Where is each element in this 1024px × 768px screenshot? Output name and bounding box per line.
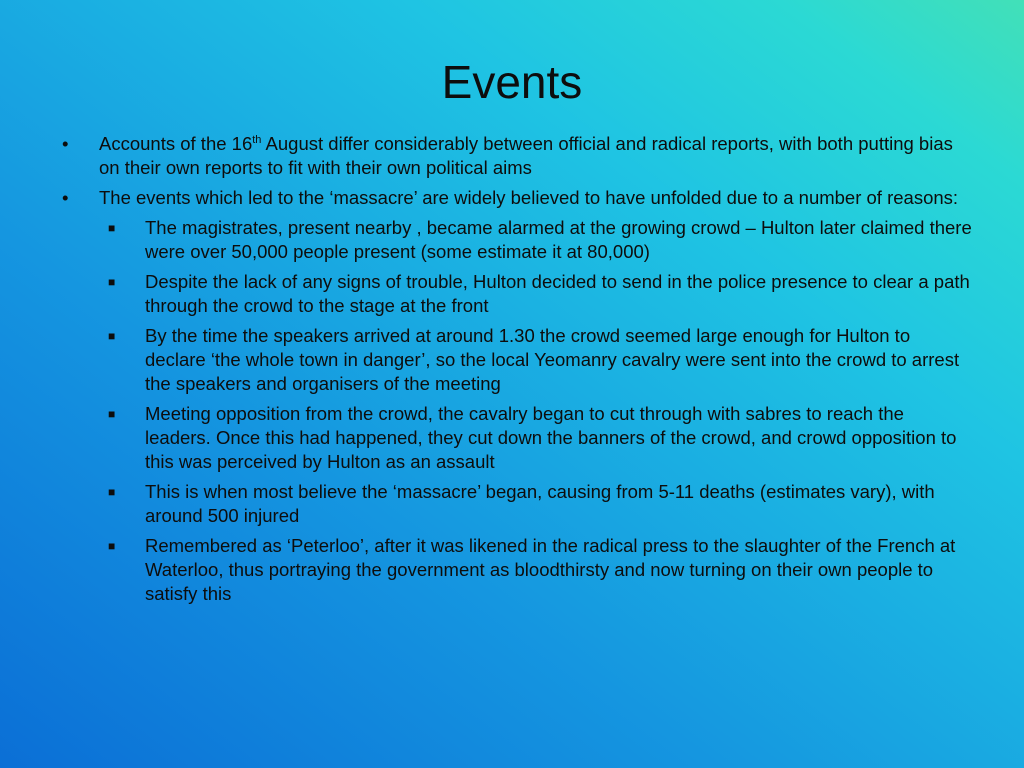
slide-title: Events [441, 56, 583, 108]
square-bullet-icon: ■ [108, 539, 116, 553]
square-bullet-icon: ■ [108, 221, 116, 235]
sub-bullet-list [108, 216, 972, 606]
sub-bullet-item [108, 324, 972, 396]
bullet-list [62, 132, 972, 210]
bullet-item [62, 186, 972, 210]
slide-body [62, 132, 972, 612]
sub-bullet-text: Remembered as ‘Peterloo’, after it was likened in the radical press to the slaughter of the French at Waterloo, thus portraying the government as bloodthirsty and now turning on their own people to satisfy this [145, 535, 956, 604]
sub-bullet-text: Despite the lack of any signs of trouble, Hulton decided to send in the police presence to clear a path through the crowd to the stage at the front [145, 271, 970, 316]
sub-bullet-item [108, 480, 972, 528]
bullet-icon: • [62, 133, 69, 154]
sub-bullet-item [108, 402, 972, 474]
square-bullet-icon: ■ [108, 485, 116, 499]
sub-bullet-text: Meeting opposition from the crowd, the cavalry began to cut through with sabres to reach the leaders. Once this had happened, they cut down the banners of the crowd, and crowd opposition to this was perceived by Hulton as an assault [145, 403, 957, 472]
bullet-text-start: Accounts of the 16 [99, 133, 253, 154]
bullet-icon: • [62, 187, 69, 208]
sub-bullet-text: This is when most believe the ‘massacre’ began, causing from 5-11 deaths (estimates vary), with around 500 injured [145, 481, 935, 526]
bullet-item [62, 132, 972, 180]
sub-bullet-text: The magistrates, present nearby , became alarmed at the growing crowd – Hulton later claimed there were over 50,000 people present (some estimate it at 80,000) [145, 217, 972, 262]
ordinal-superscript: th [252, 134, 262, 146]
sub-bullet-item [108, 216, 972, 264]
square-bullet-icon: ■ [108, 275, 116, 289]
square-bullet-icon: ■ [108, 329, 116, 343]
square-bullet-icon: ■ [108, 407, 116, 421]
sub-bullet-item [108, 534, 972, 606]
bullet-text-end: August differ considerably between official and radical reports, with both putting bias on their own reports to fit with their own political aims [99, 133, 953, 178]
sub-bullet-text: By the time the speakers arrived at around 1.30 the crowd seemed large enough for Hulton to declare ‘the whole town in danger’, so the local Yeomanry cavalry were sent into the crowd to arrest the speakers and organisers of the meeting [145, 325, 960, 394]
bullet-text: The events which led to the ‘massacre’ are widely believed to have unfolded due to a number of reasons: [99, 187, 959, 208]
sub-bullet-item [108, 270, 972, 318]
